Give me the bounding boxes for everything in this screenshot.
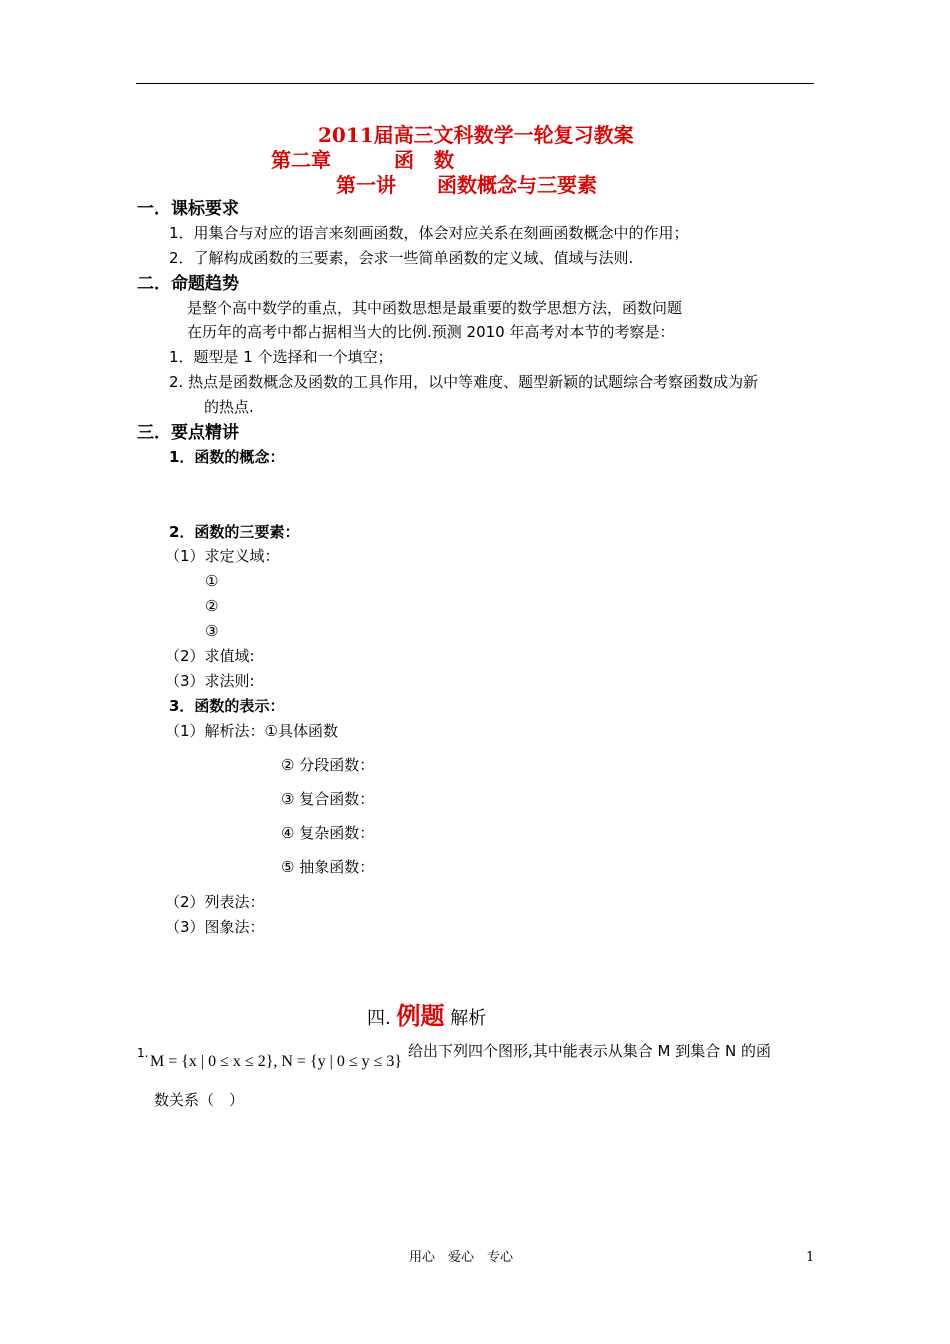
composite-function: ③ 复合函数： — [281, 790, 375, 808]
lecture-label: 第一讲 — [336, 173, 396, 197]
section-4-suffix: 解析 — [450, 1008, 487, 1029]
range-label: （2）求值域: — [165, 647, 255, 665]
domain-item-1: ① — [205, 572, 219, 590]
example-1-number: 1. — [137, 1046, 149, 1060]
section-4-emphasis: 例题 — [396, 1002, 445, 1030]
section-heading-3: 三．要点精讲 — [137, 423, 239, 443]
trend-item-2-cont: 的热点. — [204, 398, 254, 416]
section-heading-4 — [367, 1002, 486, 1033]
page-number: 1 — [806, 1250, 815, 1265]
domain-item-3: ③ — [205, 622, 219, 640]
example-1-formula: M = {x | 0 ≤ x ≤ 2}, N = {y | 0 ≤ y ≤ 3} — [150, 1053, 403, 1070]
point-1-heading: 1．函数的概念： — [169, 448, 285, 466]
footer-motto: 用心 爱心 专心 — [409, 1250, 514, 1265]
section-heading-2: 二．命题趋势 — [137, 274, 239, 294]
trend-item-2: 2. 热点是函数概念及函数的工具作用，以中等难度、题型新颖的试题综合考察函数成为新 — [169, 373, 759, 391]
trend-para-1: 是整个高中数学的重点，其中函数思想是最重要的数学思想方法，函数问题 — [187, 299, 683, 317]
point-3-heading: 3．函数的表示： — [169, 697, 285, 715]
abstract-function: ⑤ 抽象函数： — [281, 858, 375, 876]
table-method: （2）列表法： — [165, 893, 265, 911]
section-4-prefix: 四. — [367, 1008, 391, 1029]
trend-para-2: 在历年的高考中都占据相当大的比例.预测 2010 年高考对本节的考察是： — [187, 323, 675, 341]
requirement-item-2: 2．了解构成函数的三要素，会求一些简单函数的定义域、值域与法则. — [169, 249, 634, 267]
section-heading-1: 一．课标要求 — [137, 199, 239, 219]
complex-function: ④ 复杂函数： — [281, 824, 375, 842]
chapter-name: 函 数 — [394, 148, 454, 172]
doc-title: 2011届高三文科数学一轮复习教案 — [318, 123, 634, 147]
example-1-text: 给出下列四个图形,其中能表示从集合 M 到集合 N 的函 — [408, 1042, 772, 1060]
header-rule — [136, 83, 814, 84]
analytic-method: （1）解析法：①具体函数 — [165, 722, 338, 740]
piecewise-function: ② 分段函数： — [281, 756, 375, 774]
domain-item-2: ② — [205, 597, 219, 615]
rule-label: （3）求法则: — [165, 672, 255, 690]
trend-item-1: 1．题型是 1 个选择和一个填空； — [169, 348, 393, 366]
example-1-text-cont: 数关系（ ） — [154, 1091, 245, 1109]
requirement-item-1: 1．用集合与对应的语言来刻画函数，体会对应关系在刻画函数概念中的作用； — [169, 224, 689, 242]
graph-method: （3）图象法： — [165, 918, 265, 936]
domain-label: （1）求定义域： — [165, 547, 280, 565]
point-2-heading: 2．函数的三要素： — [169, 523, 300, 541]
chapter-label: 第二章 — [271, 148, 331, 172]
lecture-name: 函数概念与三要素 — [437, 173, 597, 197]
